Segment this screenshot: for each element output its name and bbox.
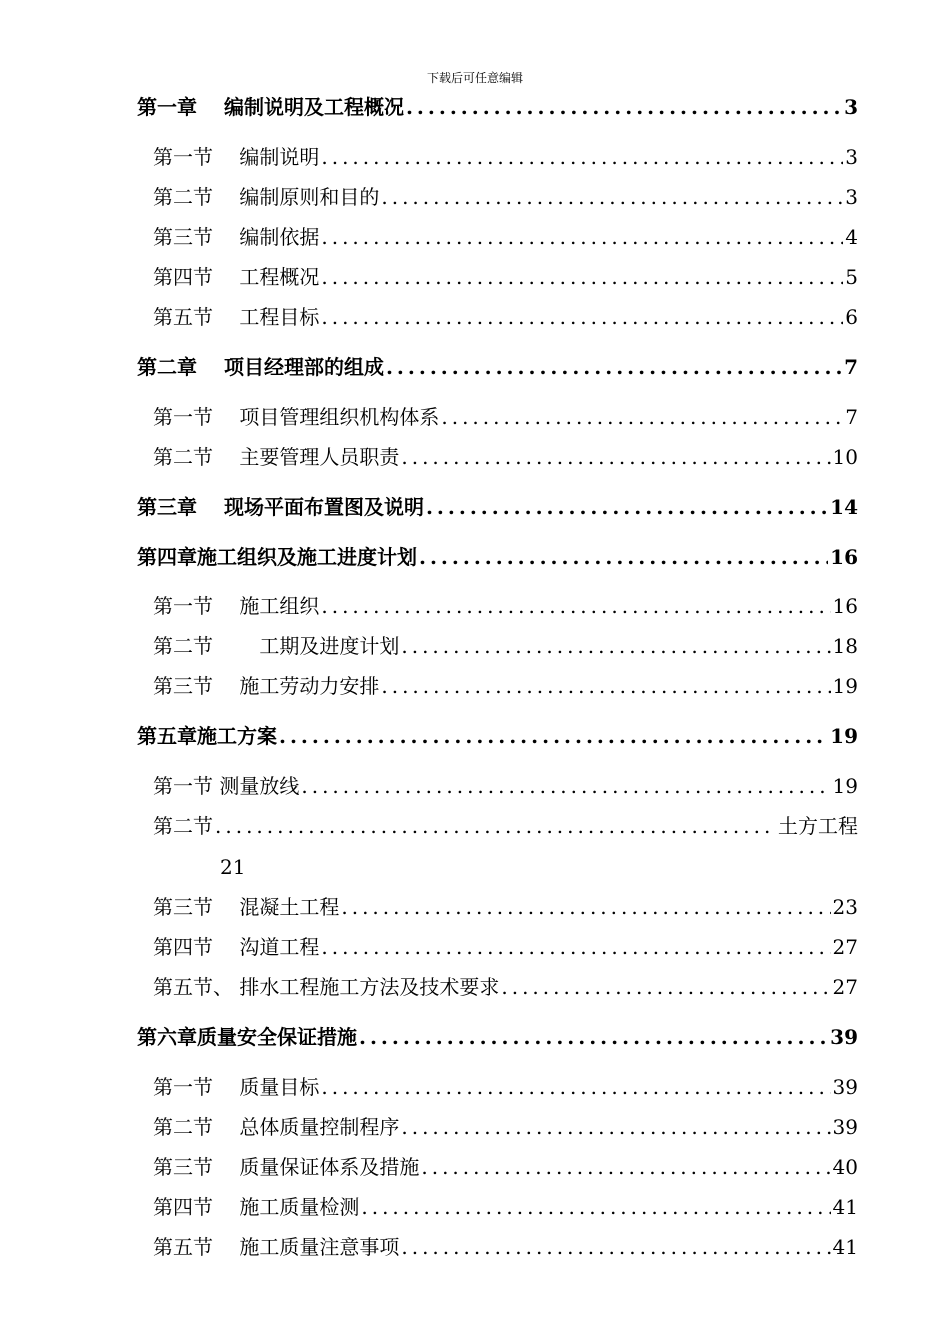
toc-page-number: 18: [832, 634, 858, 658]
dot-leader: [301, 773, 830, 799]
toc-section[interactable]: [153, 144, 858, 170]
toc-entry-label: 第四节 施工质量检测: [153, 1195, 360, 1219]
toc-page-number: 3: [845, 185, 858, 209]
toc-page-number: 14: [830, 495, 858, 519]
toc-page-number-wrapped: 21: [220, 855, 246, 879]
toc-page-number: 41: [832, 1235, 858, 1259]
toc-section[interactable]: [153, 934, 858, 960]
toc-entry-label: 第五节、 排水工程施工方法及技术要求: [153, 975, 500, 999]
dot-leader: [419, 544, 828, 570]
toc-entry-label: 第二节: [153, 814, 213, 838]
toc-page-number: 4: [845, 225, 858, 249]
toc-entry-label: 第三章 现场平面布置图及说明: [137, 495, 424, 519]
toc-page-number: 5: [845, 265, 858, 289]
dot-leader: [426, 494, 828, 520]
dot-leader: [321, 1074, 830, 1100]
dot-leader: [401, 1114, 830, 1140]
toc-section[interactable]: [153, 304, 858, 330]
toc-page-number: 19: [832, 674, 858, 698]
toc-entry-label: 第一章 编制说明及工程概况: [137, 95, 404, 119]
toc-entry-trailing-title: 土方工程: [778, 814, 858, 838]
toc-entry-label: 第五节 施工质量注意事项: [153, 1235, 400, 1259]
toc-entry-label: 第五节 工程目标: [153, 305, 320, 329]
dot-leader: [401, 1234, 830, 1260]
toc-entry-label: 第二节 主要管理人员职责: [153, 445, 400, 469]
toc-entry-label: 第二节 编制原则和目的: [153, 185, 380, 209]
toc-page-number: 7: [844, 355, 858, 379]
toc-page-number: 3: [844, 95, 858, 119]
toc-section[interactable]: [153, 593, 858, 619]
toc-entry-label: 第一节 编制说明: [153, 145, 320, 169]
toc-chapter-6[interactable]: [137, 1024, 858, 1050]
toc-entry-label: 第四节 沟道工程: [153, 935, 320, 959]
toc-section[interactable]: [153, 1114, 858, 1140]
toc-entry-label: 第三节 质量保证体系及措施: [153, 1155, 420, 1179]
dot-leader: [321, 224, 843, 250]
dot-leader: [321, 934, 830, 960]
dot-leader: [421, 1154, 830, 1180]
dot-leader: [401, 633, 830, 659]
toc-page-number: 3: [845, 145, 858, 169]
toc-page-number: 39: [832, 1115, 858, 1139]
toc-entry-label: 第三节 施工劳动力安排: [153, 674, 380, 698]
toc-entry-label: 第一节 质量目标: [153, 1075, 320, 1099]
dot-leader: [321, 264, 843, 290]
toc-page-number: 10: [832, 445, 858, 469]
toc-section[interactable]: [153, 1194, 858, 1220]
toc-page-number: 40: [832, 1155, 858, 1179]
dot-leader: [381, 184, 843, 210]
toc-entry-label: 第一节 测量放线: [153, 774, 300, 798]
dot-leader: [501, 974, 830, 1000]
toc-section[interactable]: [153, 894, 858, 920]
toc-section[interactable]: [153, 1074, 858, 1100]
dot-leader: [441, 404, 843, 430]
dot-leader: [321, 304, 843, 330]
toc-section[interactable]: [153, 224, 858, 250]
toc-entry-label: 第二节 工期及进度计划: [153, 634, 400, 658]
toc-page-number: 23: [832, 895, 858, 919]
toc-section[interactable]: [153, 974, 858, 1000]
toc-section[interactable]: [153, 1234, 858, 1260]
toc-page-number: 39: [832, 1075, 858, 1099]
toc-section[interactable]: [153, 404, 858, 430]
toc-chapter-3[interactable]: [137, 494, 858, 520]
toc-page-number: 39: [830, 1025, 858, 1049]
dot-leader: [386, 354, 842, 380]
toc-section[interactable]: [153, 813, 858, 839]
toc-page-number: 6: [845, 305, 858, 329]
toc-entry-label: 第一节 项目管理组织机构体系: [153, 405, 440, 429]
toc-section[interactable]: [153, 633, 858, 659]
toc-page-number: 27: [832, 975, 858, 999]
toc-entry-label: 第二节 总体质量控制程序: [153, 1115, 400, 1139]
toc-section[interactable]: [153, 184, 858, 210]
dot-leader: [401, 444, 830, 470]
toc-page-number: 27: [832, 935, 858, 959]
toc-section[interactable]: [153, 773, 858, 799]
toc-entry-label: 第三节 混凝土工程: [153, 895, 340, 919]
toc-section[interactable]: [153, 1154, 858, 1180]
dot-leader: [215, 813, 776, 839]
toc-chapter-5[interactable]: [137, 723, 858, 749]
dot-leader: [381, 673, 830, 699]
dot-leader: [321, 144, 843, 170]
dot-leader: [359, 1024, 828, 1050]
toc-entry-label: 第四章施工组织及施工进度计划: [137, 545, 417, 569]
toc-page-number: 16: [832, 594, 858, 618]
toc-entry-label: 第三节 编制依据: [153, 225, 320, 249]
toc-page-number: 16: [830, 545, 858, 569]
toc-section[interactable]: [153, 673, 858, 699]
toc-chapter-2[interactable]: [137, 354, 858, 380]
toc-page-number: 7: [845, 405, 858, 429]
dot-leader: [341, 894, 830, 920]
page-header: 下载后可任意编辑: [426, 71, 523, 85]
toc-entry-label: 第五章施工方案: [137, 724, 277, 748]
dot-leader: [321, 593, 830, 619]
dot-leader: [361, 1194, 830, 1220]
toc-section[interactable]: [153, 264, 858, 290]
toc-section[interactable]: [153, 444, 858, 470]
dot-leader: [279, 723, 828, 749]
toc-entry-label: 第二章 项目经理部的组成: [137, 355, 384, 379]
toc-entry-label: 第一节 施工组织: [153, 594, 320, 618]
toc-entry-label: 第四节 工程概况: [153, 265, 320, 289]
toc-page-number: 19: [832, 774, 858, 798]
toc-chapter-4[interactable]: [137, 544, 858, 570]
toc-page-number: 41: [832, 1195, 858, 1219]
toc-chapter-1[interactable]: [137, 94, 858, 120]
dot-leader: [406, 94, 842, 120]
toc-page-number: 19: [830, 724, 858, 748]
toc-entry-label: 第六章质量安全保证措施: [137, 1025, 357, 1049]
